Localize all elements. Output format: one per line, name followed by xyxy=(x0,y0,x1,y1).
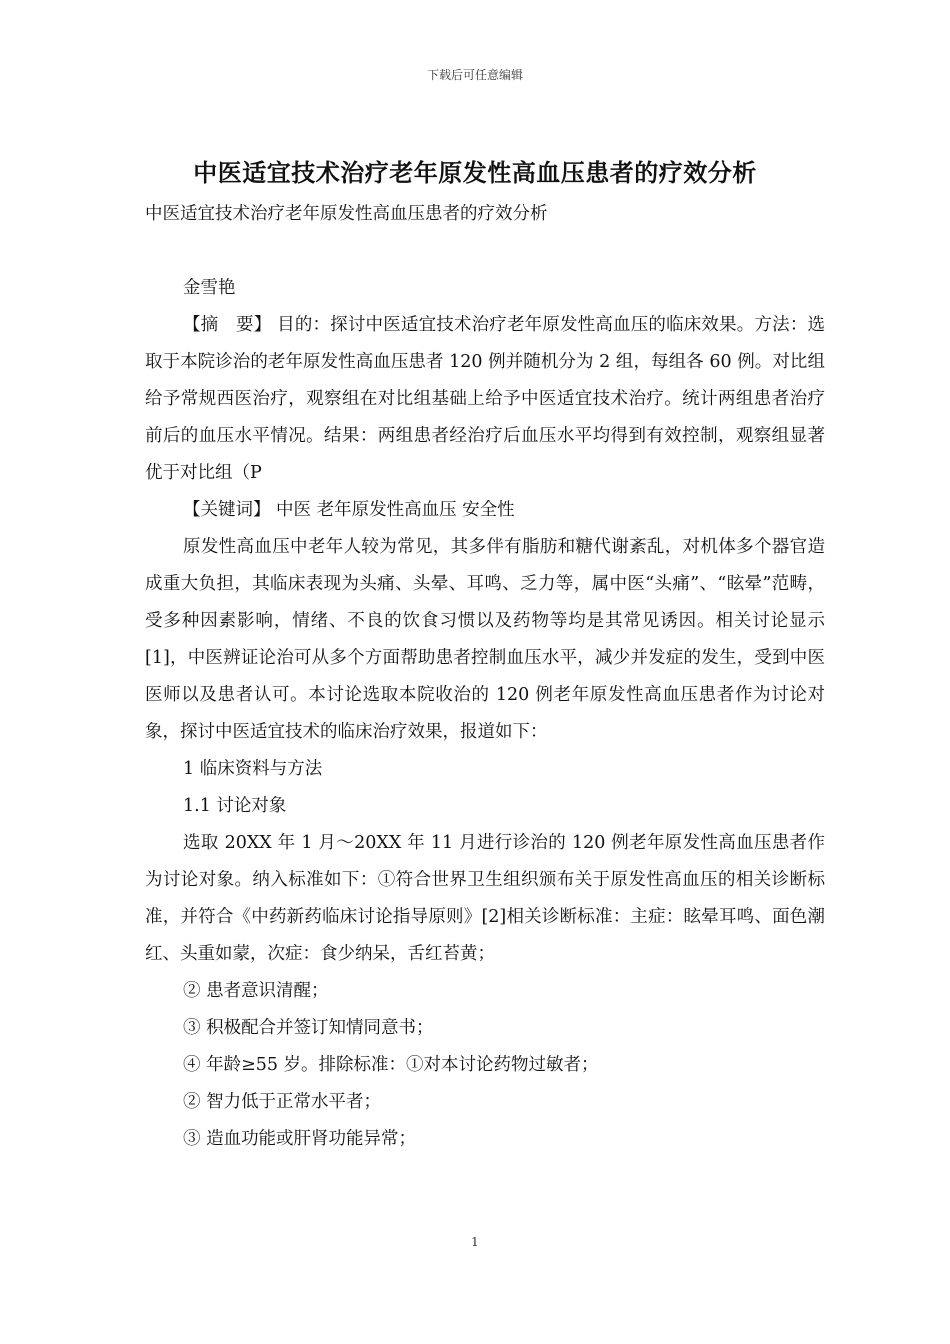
header-note: 下载后可任意编辑 xyxy=(426,68,523,82)
subsection-heading: 1.1 讨论对象 xyxy=(183,796,287,816)
intro-paragraph: 原发性高血压中老年人较为常见，其多伴有脂肪和糖代谢紊乱，对机体多个器官造成重大负担，其临床表现为头痛、头晕、耳鸣、乏力等，属中医“头痛”、“眩晕”范畴，受多种因素影响，情绪、不良的饮食习惯以及药物等均是其常见诱因。相关讨论显示[1]，中医辨证论治可从多个方面帮助患者控制血压水平，减少并发症的发生，受到中医医师以及患者认可。本讨论选取本院收治的 120 例老年原发性高血压患者作为讨论对象，探讨中医适宜技术的临床治疗效果，报道如下： xyxy=(145,537,825,742)
list-item: ③ 积极配合并签订知情同意书； xyxy=(183,1018,434,1038)
subtitle: 中医适宜技术治疗老年原发性高血压患者的疗效分析 xyxy=(145,204,548,224)
document-title: 中医适宜技术治疗老年原发性高血压患者的疗效分析 xyxy=(193,159,757,187)
page-number: 1 xyxy=(471,1235,479,1249)
author: 金雪艳 xyxy=(183,278,236,298)
list-item: ③ 造血功能或肝肾功能异常； xyxy=(183,1129,417,1149)
list-item: ② 智力低于正常水平者； xyxy=(183,1092,382,1112)
blank-line xyxy=(145,233,825,270)
criteria-paragraph: 选取 20XX 年 1 月～20XX 年 11 月进行诊治的 120 例老年原发性高血压患者作为讨论对象。纳入标准如下：①符合世界卫生组织颁布关于原发性高血压的相关诊断标准，并符合《中药新药临床讨论指导原则》[2]相关诊断标准：主症：眩晕耳鸣、面色潮红、头重如蒙，次症：食少纳呆，舌红苔黄； xyxy=(145,833,825,964)
list-item: ④ 年龄≥55 岁。排除标准：①对本讨论药物过敏者； xyxy=(183,1055,599,1075)
section-heading: 1 临床资料与方法 xyxy=(183,759,323,779)
keywords: 【关键词】 中医 老年原发性高血压 安全性 xyxy=(183,500,515,520)
abstract-paragraph: 【摘 要】 目的：探讨中医适宜技术治疗老年原发性高血压的临床效果。方法：选取于本院诊治的老年原发性高血压患者 120 例并随机分为 2 组，每组各 60 例。对比组给予常规西医治疗，观察组在对比组基础上给予中医适宜技术治疗。统计两组患者治疗前后的血压水平情况。结果：两组患者经治疗后血压水平均得到有效控制，观察组显著优于对比组（P xyxy=(145,315,825,483)
document-body xyxy=(145,196,825,1158)
list-item: ② 患者意识清醒； xyxy=(183,981,329,1001)
